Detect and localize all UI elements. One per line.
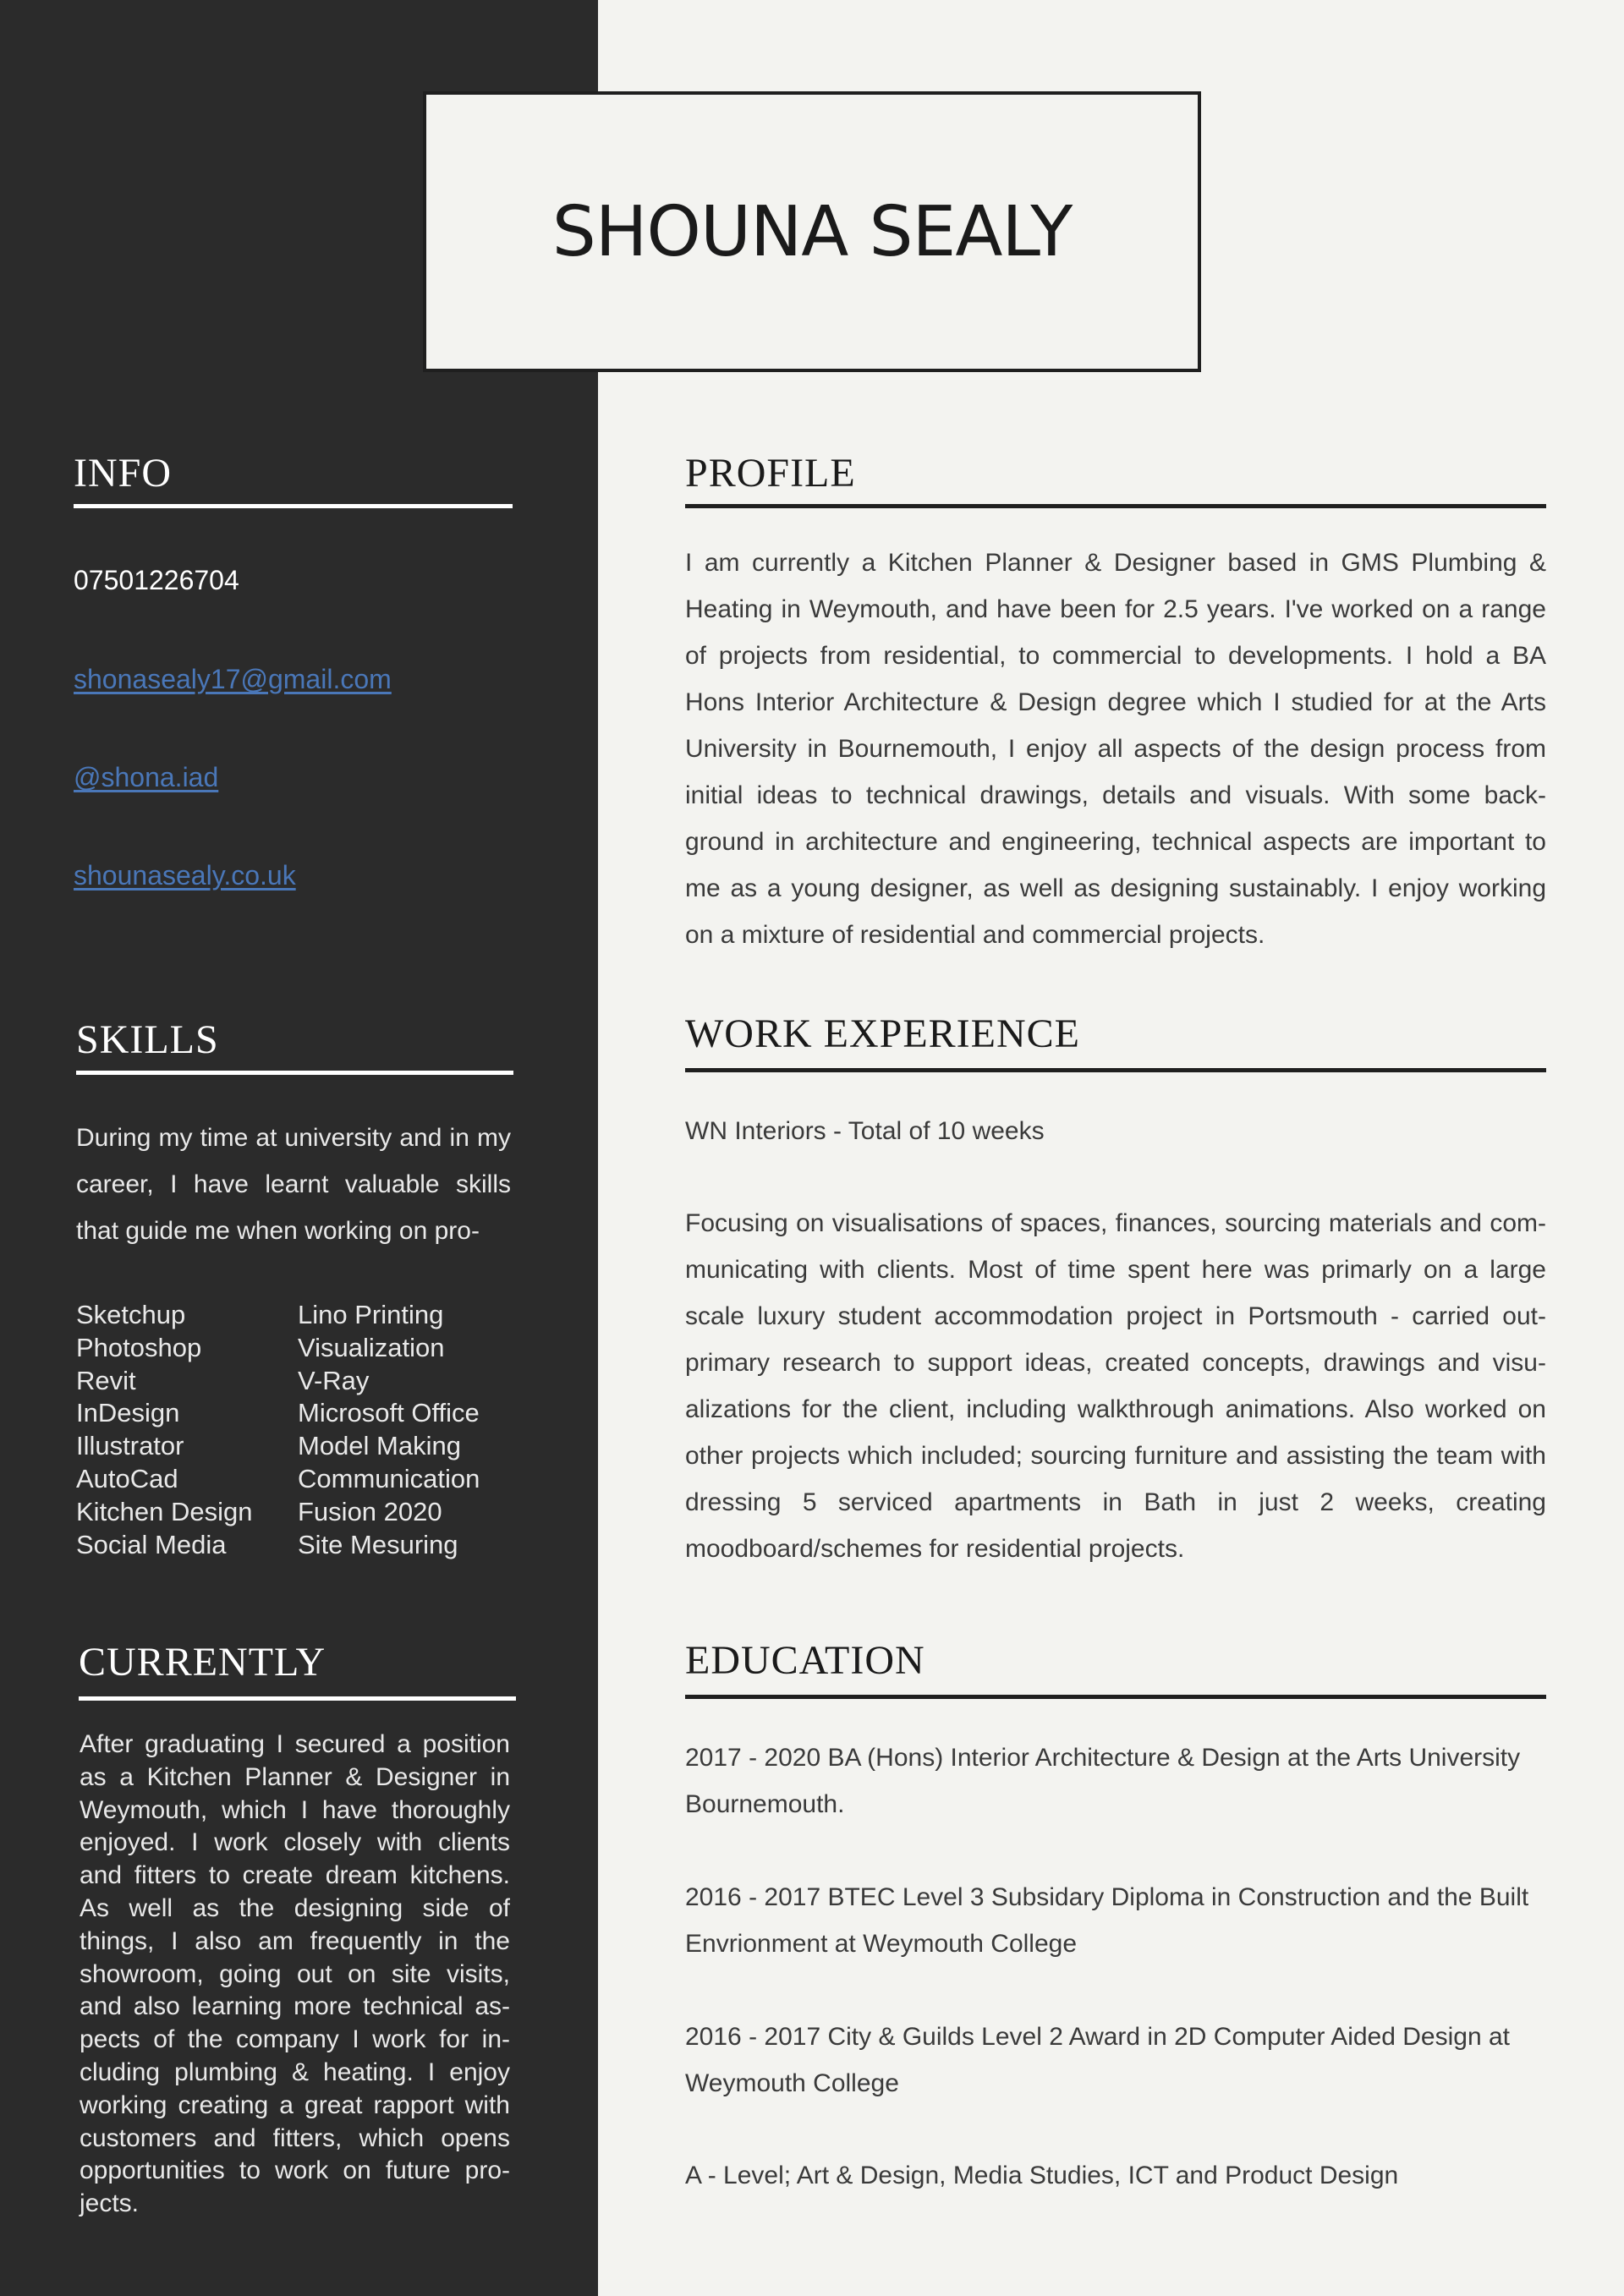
skill-item: AutoCad	[76, 1463, 178, 1493]
currently-heading: CURRENTLY	[79, 1640, 326, 1685]
page-title: SHOUNA SEALY	[551, 191, 1073, 272]
skill-item: V-Ray	[298, 1365, 370, 1395]
skill-item: Social Media	[76, 1529, 227, 1559]
skill-item: Photoshop	[76, 1332, 202, 1362]
profile-text: I am currently a Kitchen Planner & Designer based in GMS Plumbing & Heating in Weymouth, and have been for 2.5 years. I've worked on a range of projects from residential, to commercial to developments. I hold a BA Hons Interior Architecture & Design degree which I studied for at the Arts University in Bournemouth, I enjoy all aspects of the design process from initial ideas to technical drawings, details and visuals. With some back-ground in architecture and engineering, technical aspects are important to me as a young designer, as well as designing sustainably. I enjoy working on a mixture of residential and commercial projects.	[685, 549, 1546, 949]
education-item: 2017 - 2020 BA (Hons) Interior Architecture & Design at the Arts University Bournemouth.	[685, 1744, 1521, 1818]
work-heading: WORK EXPERIENCE	[685, 1011, 1080, 1056]
info-divider	[74, 504, 513, 508]
work-description: Focusing on visualisations of spaces, finances, sourcing materials and com-municating with clients. Most of time spent here was primarly on a large scale luxury student accommodation project in Portsmouth - carried out-primary research to support ideas, created concepts, drawings and visu-alizations for the client, including walkthrough animations. Also worked on other projects which included; sourcing furniture and assisting the team with dressing 5 serviced apartments in Bath in just 2 weeks, creating moodboard/schemes for residential projects.	[685, 1209, 1546, 1563]
phone-number: 07501226704	[74, 565, 239, 595]
education-item: A - Level; Art & Design, Media Studies, ICT and Product Design	[685, 2162, 1399, 2189]
work-divider	[685, 1068, 1546, 1072]
skill-item: Site Mesuring	[298, 1529, 458, 1559]
email-link[interactable]: shonasealy17@gmail.com	[74, 664, 392, 694]
currently-divider	[79, 1696, 516, 1701]
skill-item: Microsoft Office	[298, 1398, 480, 1428]
social-handle-link[interactable]: @shona.iad	[74, 762, 219, 792]
skill-item: Fusion 2020	[298, 1496, 442, 1526]
education-item: 2016 - 2017 BTEC Level 3 Subsidary Diploma in Construction and the Built Envrionment at Weymouth College	[685, 1883, 1529, 1958]
info-heading: INFO	[74, 451, 173, 496]
skill-item: InDesign	[76, 1398, 180, 1428]
name-box	[423, 91, 1201, 372]
skill-item: Communication	[298, 1463, 480, 1493]
skill-item: Visualization	[298, 1332, 445, 1362]
skill-item: Model Making	[298, 1431, 461, 1461]
skill-item: Illustrator	[76, 1431, 184, 1461]
skill-item: Kitchen Design	[76, 1496, 253, 1526]
skills-heading: SKILLS	[76, 1017, 219, 1062]
education-heading: EDUCATION	[685, 1638, 925, 1683]
work-role: WN Interiors - Total of 10 weeks	[685, 1117, 1045, 1145]
skill-item: Sketchup	[76, 1300, 186, 1329]
education-divider	[685, 1695, 1546, 1699]
skills-list	[76, 1299, 516, 1561]
education-item: 2016 - 2017 City & Guilds Level 2 Award in 2D Computer Aided Design at Weymouth College	[685, 2023, 1510, 2097]
profile-divider	[685, 504, 1546, 508]
skill-item: Revit	[76, 1365, 136, 1395]
website-link[interactable]: shounasealy.co.uk	[74, 860, 296, 890]
skill-item: Lino Printing	[298, 1300, 444, 1329]
skills-intro: During my time at university and in my career, I have learnt valuable skills that guide me when working on pro-	[76, 1124, 511, 1245]
profile-heading: PROFILE	[685, 451, 856, 496]
skills-divider	[76, 1071, 513, 1075]
currently-text: After graduating I secured a position as a Kitchen Planner & Designer in Weymouth, which I have thoroughly enjoyed. I work closely with clients and fitters to create dream kitchens. As well as the designing side of things, I also am frequently in the showroom, going out on site visits, and also learning more technical as-pects of the company I work for in-cluding plumbing & heating. I enjoy working creating a great rapport with customers and fitters, which opens opportunities to work on future pro-jects.	[80, 1730, 510, 2218]
